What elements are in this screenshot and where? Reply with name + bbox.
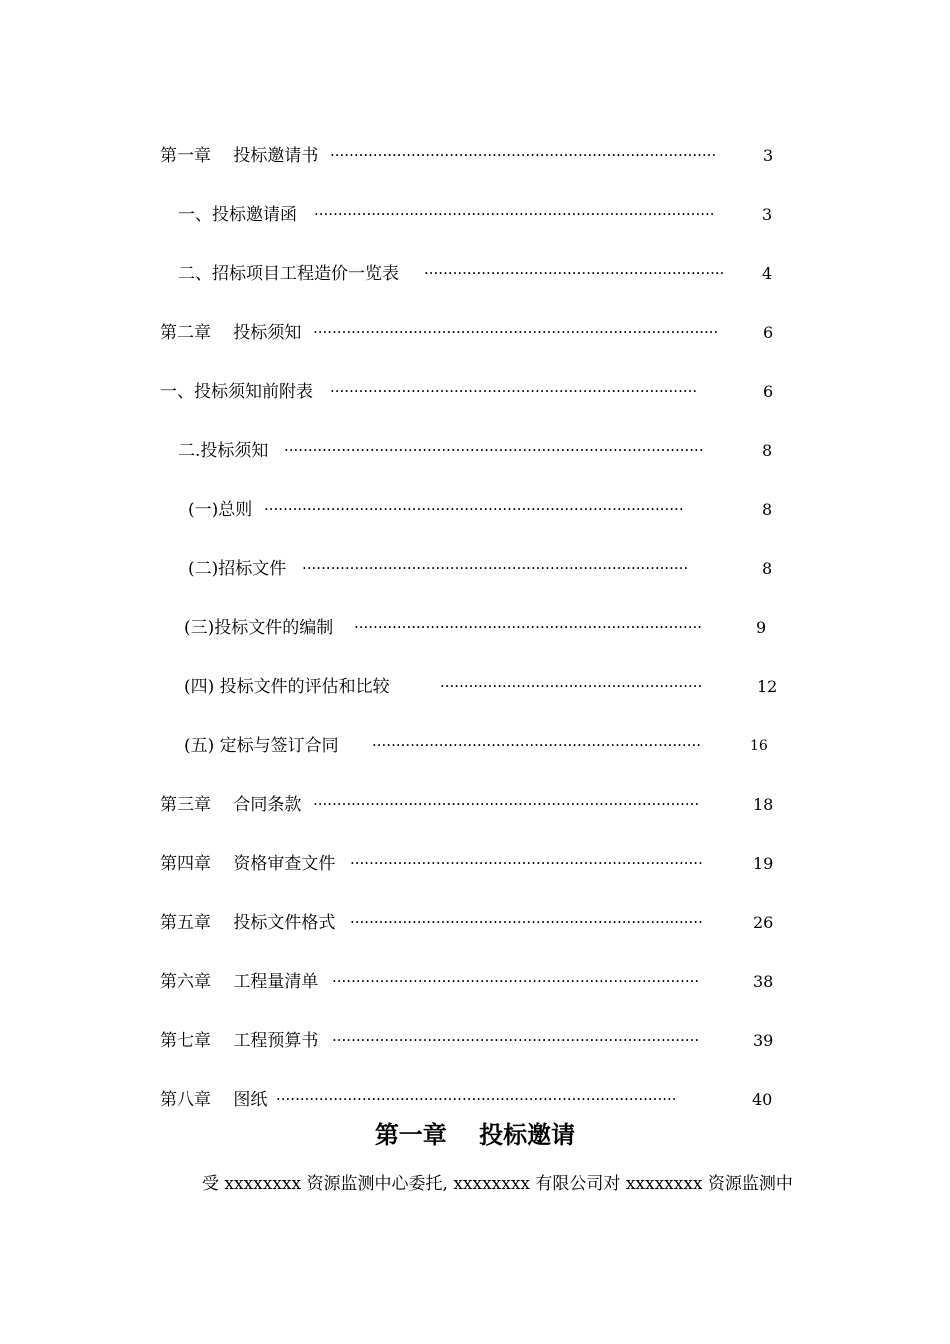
toc-entry-label: 第八章 图纸: [160, 1087, 268, 1113]
toc-entry[interactable]: [178, 438, 778, 464]
toc-entry-page: 6: [763, 382, 774, 401]
toc-leader-dots: ····················································································: [314, 205, 715, 223]
toc-leader-dots: ····················································································: [276, 1090, 677, 1108]
toc-entry[interactable]: [160, 851, 780, 877]
toc-entry-label: (四) 投标文件的评估和比较: [184, 674, 391, 700]
toc-entry[interactable]: [160, 969, 780, 995]
toc-entry-page: 6: [763, 323, 774, 342]
toc-entry-label: 第七章 工程预算书: [160, 1028, 319, 1054]
toc-entry[interactable]: [160, 1087, 780, 1113]
chapter-heading: 第一章 投标邀请: [374, 1120, 576, 1149]
toc-entry[interactable]: [188, 556, 778, 582]
toc-entry-page: 8: [762, 441, 773, 460]
toc-entry-page: 8: [762, 500, 773, 519]
toc-leader-dots: ·············································································: [332, 1031, 700, 1049]
toc-entry[interactable]: [160, 320, 780, 346]
toc-leader-dots: ·········································································: [354, 618, 703, 636]
toc-entry-label: 一、投标须知前附表: [160, 379, 314, 405]
toc-leader-dots: ·················································································: [302, 559, 689, 577]
toc-leader-dots: ·····················································································: [313, 323, 719, 341]
toc-entry-page: 9: [756, 618, 767, 637]
toc-leader-dots: ························································································: [264, 500, 684, 518]
toc-entry-page: 3: [762, 205, 773, 224]
toc-entry[interactable]: [160, 379, 780, 405]
toc-leader-dots: ························································································: [284, 441, 704, 459]
toc-leader-dots: ·····································································: [372, 736, 701, 754]
toc-entry-label: 第四章 资格审查文件: [160, 851, 336, 877]
toc-entry-page: 26: [753, 913, 774, 932]
toc-entry[interactable]: [160, 910, 780, 936]
toc-entry-label: 一、投标邀请函: [178, 202, 298, 228]
toc-entry-label: 第二章 投标须知: [160, 320, 302, 346]
toc-entry-label: 第五章 投标文件格式: [160, 910, 336, 936]
body-paragraph: 受 xxxxxxxx 资源监测中心委托, xxxxxxxx 有限公司对 xxxxxxxx 资源监测中: [202, 1174, 793, 1194]
toc-entry-page: 40: [752, 1090, 773, 1109]
toc-entry[interactable]: [178, 202, 778, 228]
toc-entry-label: (二)招标文件: [188, 556, 287, 582]
toc-leader-dots: ·················································································: [313, 795, 700, 813]
toc-entry[interactable]: [184, 615, 778, 641]
toc-leader-dots: ··········································································: [350, 913, 703, 931]
toc-leader-dots: ·······················································: [440, 677, 703, 695]
toc-entry[interactable]: [160, 792, 780, 818]
toc-entry-page: 16: [750, 738, 768, 754]
toc-entry[interactable]: [184, 733, 784, 759]
toc-entry-page: 4: [762, 264, 773, 283]
toc-entry-page: 12: [757, 677, 778, 696]
toc-entry-label: 第三章 合同条款: [160, 792, 302, 818]
toc-entry-page: 8: [762, 559, 773, 578]
toc-entry-page: 39: [753, 1031, 774, 1050]
toc-entry-label: 第一章 投标邀请书: [160, 143, 319, 169]
toc-entry[interactable]: [160, 1028, 780, 1054]
toc-entry[interactable]: [178, 261, 778, 287]
toc-entry-page: 3: [763, 146, 774, 165]
toc-entry-label: 第六章 工程量清单: [160, 969, 319, 995]
toc-entry-label: (五) 定标与签订合同: [184, 733, 340, 759]
toc-entry-label: (一)总则: [188, 497, 253, 523]
toc-leader-dots: ··········································································: [350, 854, 703, 872]
toc-entry-label: (三)投标文件的编制: [184, 615, 334, 641]
toc-entry[interactable]: [188, 497, 778, 523]
toc-entry-page: 18: [753, 795, 774, 814]
toc-entry-page: 38: [753, 972, 774, 991]
toc-leader-dots: ·················································································: [330, 146, 717, 164]
toc-entry-page: 19: [753, 854, 774, 873]
toc-entry-label: 二、招标项目工程造价一览表: [178, 261, 400, 287]
toc-leader-dots: ·············································································: [330, 382, 698, 400]
toc-leader-dots: ·············································································: [332, 972, 700, 990]
toc-entry-label: 二.投标须知: [178, 438, 269, 464]
toc-leader-dots: ·······························································: [424, 264, 725, 282]
toc-entry[interactable]: [184, 674, 784, 700]
toc-entry[interactable]: [160, 143, 780, 169]
